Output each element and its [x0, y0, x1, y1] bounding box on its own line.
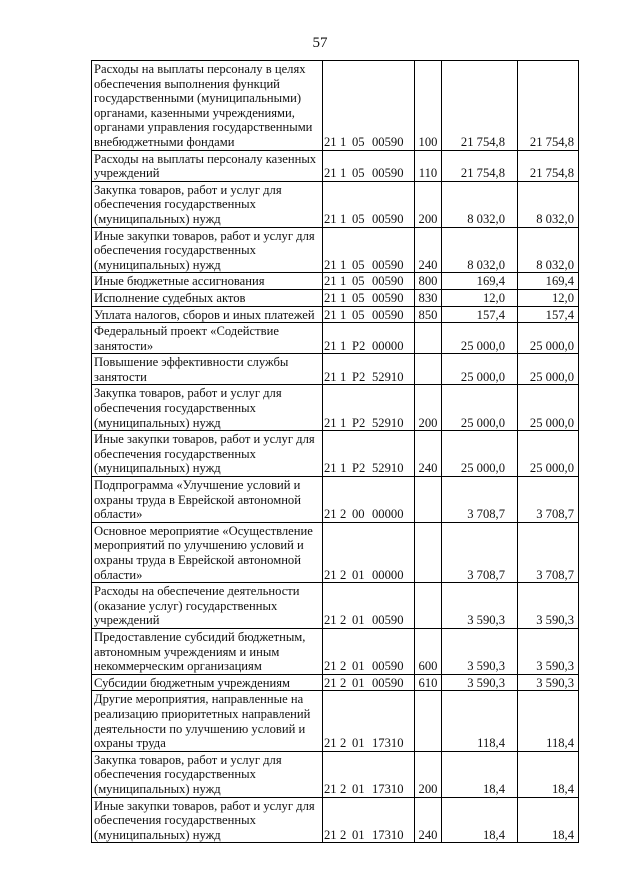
target-article-part: P2	[352, 338, 366, 353]
table-row	[92, 751, 579, 797]
expense-name-line: Исполнение судебных актов	[94, 290, 246, 305]
expense-name-line: обеспечения государственных	[94, 243, 256, 258]
amount-total-cell: 157,4	[518, 306, 579, 323]
expense-name-line: учреждений	[94, 166, 160, 181]
target-article-part: 00000	[372, 338, 404, 353]
expense-name-cell	[92, 150, 323, 181]
expense-type-cell: 830	[415, 289, 442, 306]
expense-type-cell: 240	[415, 431, 442, 477]
target-article-part: 21	[324, 507, 337, 522]
target-article-part: 01	[352, 736, 365, 751]
amount-cell: 25 000,0	[442, 431, 518, 477]
table-row	[92, 628, 579, 674]
target-article-part: 05	[352, 307, 365, 322]
table-row	[92, 522, 579, 582]
target-article-part: 21	[324, 134, 337, 149]
target-article-part: 21	[324, 274, 337, 289]
target-article-part: 21	[324, 613, 337, 628]
target-article-part: 1	[340, 338, 347, 353]
target-article-cell	[323, 273, 415, 290]
expense-name-line: Иные закупки товаров, работ и услуг для	[94, 432, 315, 447]
expense-name-line: органами управления государственными	[94, 120, 313, 135]
expense-name-line: обеспечения выполнения функций	[94, 76, 280, 91]
expense-name-line: (муниципальных) нужд	[94, 461, 221, 476]
target-article-cell	[323, 477, 415, 523]
expense-name-line: Уплата налогов, сборов и иных платежей	[94, 307, 315, 322]
target-article-part: 01	[352, 659, 365, 674]
target-article-part: 1	[340, 211, 347, 226]
expense-name-cell	[92, 61, 323, 151]
expense-name-line: Подпрограмма «Улучшение условий и	[94, 478, 301, 493]
target-article-part: 21	[324, 369, 337, 384]
target-article-part: 05	[352, 257, 365, 272]
expense-name-line: (муниципальных) нужд	[94, 211, 221, 226]
target-article-part: 21	[324, 211, 337, 226]
target-article-cell	[323, 385, 415, 431]
expense-name-line: деятельности по улучшению условий и	[94, 721, 306, 736]
amount-cell: 3 590,3	[442, 628, 518, 674]
target-article-part: 2	[340, 507, 347, 522]
expense-type-cell: 850	[415, 306, 442, 323]
expense-name-cell	[92, 691, 323, 751]
table-row	[92, 289, 579, 306]
expense-type-cell: 100	[415, 61, 442, 151]
expense-name-line: (муниципальных) нужд	[94, 257, 221, 272]
expense-type-cell: 200	[415, 751, 442, 797]
table-row	[92, 477, 579, 523]
target-article-part: 00590	[372, 290, 404, 305]
amount-cell: 3 708,7	[442, 522, 518, 582]
amount-total-cell: 18,4	[518, 751, 579, 797]
target-article-cell	[323, 227, 415, 273]
expense-name-cell	[92, 323, 323, 354]
target-article-part: 1	[340, 290, 347, 305]
expense-type-cell	[415, 354, 442, 385]
amount-total-cell: 3 590,3	[518, 628, 579, 674]
expense-name-cell	[92, 431, 323, 477]
target-article-part: 00590	[372, 307, 404, 322]
amount-total-cell: 8 032,0	[518, 181, 579, 227]
target-article-part: 21	[324, 461, 337, 476]
expense-type-cell: 200	[415, 181, 442, 227]
expense-name-line: охраны труда в Еврейской автономной	[94, 492, 301, 507]
table-row	[92, 323, 579, 354]
expense-type-cell	[415, 583, 442, 629]
expense-name-line: государственными (муниципальными)	[94, 91, 302, 106]
expense-name-line: внебюджетными фондами	[94, 134, 235, 149]
table-row	[92, 583, 579, 629]
target-article-part: 2	[340, 675, 347, 690]
target-article-part: 00590	[372, 274, 404, 289]
target-article-part: 52910	[372, 369, 404, 384]
expense-name-line: (оказание услуг) государственных	[94, 598, 278, 613]
expense-name-line: обеспечения государственных	[94, 401, 256, 416]
target-article-cell	[323, 583, 415, 629]
target-article-cell	[323, 751, 415, 797]
target-article-part: 05	[352, 134, 365, 149]
target-article-part: 00590	[372, 257, 404, 272]
target-article-part: 2	[340, 827, 347, 842]
target-article-part: 1	[340, 166, 347, 181]
target-article-part: 21	[324, 307, 337, 322]
expense-name-cell	[92, 273, 323, 290]
amount-cell: 12,0	[442, 289, 518, 306]
target-article-part: 05	[352, 166, 365, 181]
expense-name-line: Основное мероприятие «Осуществление	[94, 523, 313, 538]
amount-total-cell: 3 708,7	[518, 477, 579, 523]
target-article-part: 21	[324, 781, 337, 796]
target-article-part: P2	[352, 369, 366, 384]
target-article-part: 1	[340, 461, 347, 476]
target-article-part: 2	[340, 659, 347, 674]
target-article-part: 00590	[372, 211, 404, 226]
target-article-part: 1	[340, 415, 347, 430]
table-row	[92, 227, 579, 273]
expense-name-line: Федеральный проект «Содействие	[94, 324, 279, 339]
target-article-part: 01	[352, 613, 365, 628]
table-row	[92, 385, 579, 431]
target-article-part: 01	[352, 675, 365, 690]
amount-total-cell: 21 754,8	[518, 150, 579, 181]
amount-total-cell: 8 032,0	[518, 227, 579, 273]
budget-table-body	[92, 61, 579, 843]
target-article-cell	[323, 797, 415, 843]
target-article-part: 21	[324, 736, 337, 751]
expense-name-line: обеспечения государственных	[94, 446, 256, 461]
expense-name-line: Иные бюджетные ассигнования	[94, 274, 265, 289]
expense-type-cell: 610	[415, 674, 442, 691]
expense-name-line: Закупка товаров, работ и услуг для	[94, 386, 282, 401]
target-article-part: 00590	[372, 613, 404, 628]
target-article-part: 21	[324, 415, 337, 430]
amount-cell: 169,4	[442, 273, 518, 290]
expense-name-line: автономным учреждениям и иным	[94, 644, 280, 659]
expense-type-cell: 200	[415, 385, 442, 431]
expense-name-cell	[92, 674, 323, 691]
budget-table	[91, 60, 579, 843]
expense-name-line: Расходы на обеспечение деятельности	[94, 584, 300, 599]
expense-name-cell	[92, 522, 323, 582]
target-article-part: 1	[340, 274, 347, 289]
target-article-part: 21	[324, 675, 337, 690]
table-row	[92, 181, 579, 227]
target-article-part: 21	[324, 290, 337, 305]
expense-name-line: Повышение эффективности службы	[94, 355, 289, 370]
table-row	[92, 797, 579, 843]
amount-cell: 118,4	[442, 691, 518, 751]
target-article-part: 05	[352, 274, 365, 289]
table-row	[92, 306, 579, 323]
table-row	[92, 674, 579, 691]
target-article-part: 21	[324, 659, 337, 674]
expense-type-cell: 240	[415, 797, 442, 843]
amount-cell: 21 754,8	[442, 61, 518, 151]
target-article-part: 17310	[372, 781, 404, 796]
target-article-part: 1	[340, 307, 347, 322]
table-row	[92, 691, 579, 751]
expense-name-line: Расходы на выплаты персоналу казенных	[94, 151, 317, 166]
target-article-part: 00590	[372, 166, 404, 181]
target-article-part: 52910	[372, 461, 404, 476]
expense-name-cell	[92, 628, 323, 674]
table-row	[92, 150, 579, 181]
expense-type-cell	[415, 477, 442, 523]
amount-cell: 25 000,0	[442, 323, 518, 354]
amount-cell: 25 000,0	[442, 385, 518, 431]
target-article-part: 2	[340, 613, 347, 628]
amount-total-cell: 3 590,3	[518, 583, 579, 629]
target-article-part: 52910	[372, 415, 404, 430]
expense-name-line: охраны труда в Еврейской автономной	[94, 553, 301, 567]
expense-name-cell	[92, 289, 323, 306]
target-article-part: 00	[352, 507, 365, 522]
amount-total-cell: 3 590,3	[518, 674, 579, 691]
expense-name-line: (муниципальных) нужд	[94, 827, 221, 842]
expense-type-cell	[415, 323, 442, 354]
target-article-part: 00000	[372, 567, 404, 582]
target-article-cell	[323, 354, 415, 385]
target-article-part: 17310	[372, 827, 404, 842]
expense-name-line: (муниципальных) нужд	[94, 781, 221, 796]
expense-name-line: Расходы на выплаты персоналу в целях	[94, 62, 306, 76]
target-article-part: 21	[324, 567, 337, 582]
amount-cell: 18,4	[442, 751, 518, 797]
target-article-cell	[323, 306, 415, 323]
expense-name-line: области»	[94, 567, 143, 582]
target-article-cell	[323, 628, 415, 674]
expense-name-line: реализацию приоритетных направлений	[94, 706, 311, 721]
target-article-part: 1	[340, 134, 347, 149]
target-article-part: 05	[352, 290, 365, 305]
expense-name-line: обеспечения государственных	[94, 813, 256, 828]
expense-name-cell	[92, 385, 323, 431]
expense-name-line: занятости»	[94, 338, 154, 353]
amount-total-cell: 18,4	[518, 797, 579, 843]
expense-name-line: обеспечения государственных	[94, 197, 256, 212]
target-article-part: 00590	[372, 675, 404, 690]
amount-total-cell: 25 000,0	[518, 354, 579, 385]
amount-cell: 3 590,3	[442, 583, 518, 629]
target-article-cell	[323, 674, 415, 691]
target-article-part: 1	[340, 369, 347, 384]
expense-name-cell	[92, 181, 323, 227]
target-article-part: 21	[324, 827, 337, 842]
expense-name-line: Предоставление субсидий бюджетным,	[94, 629, 306, 644]
amount-total-cell: 3 708,7	[518, 522, 579, 582]
expense-name-cell	[92, 354, 323, 385]
amount-total-cell: 21 754,8	[518, 61, 579, 151]
target-article-cell	[323, 431, 415, 477]
target-article-part: 01	[352, 567, 365, 582]
table-row	[92, 273, 579, 290]
table-row	[92, 431, 579, 477]
target-article-part: 05	[352, 211, 365, 226]
target-article-part: 00590	[372, 134, 404, 149]
expense-name-line: учреждений	[94, 613, 160, 628]
target-article-part: 1	[340, 257, 347, 272]
amount-cell: 8 032,0	[442, 227, 518, 273]
expense-name-cell	[92, 306, 323, 323]
amount-total-cell: 25 000,0	[518, 323, 579, 354]
expense-name-line: некоммерческим организациям	[94, 659, 262, 674]
amount-cell: 25 000,0	[442, 354, 518, 385]
target-article-cell	[323, 150, 415, 181]
target-article-part: 01	[352, 827, 365, 842]
page-number: 57	[312, 35, 328, 51]
target-article-part: 00590	[372, 659, 404, 674]
target-article-cell	[323, 691, 415, 751]
amount-total-cell: 25 000,0	[518, 385, 579, 431]
target-article-part: 21	[324, 257, 337, 272]
target-article-cell	[323, 522, 415, 582]
expense-type-cell: 800	[415, 273, 442, 290]
expense-name-line: Закупка товаров, работ и услуг для	[94, 182, 282, 197]
amount-total-cell: 12,0	[518, 289, 579, 306]
expense-type-cell	[415, 691, 442, 751]
expense-name-line: Закупка товаров, работ и услуг для	[94, 752, 282, 767]
target-article-part: 2	[340, 567, 347, 582]
target-article-cell	[323, 61, 415, 151]
expense-type-cell: 600	[415, 628, 442, 674]
expense-name-line: занятости	[94, 369, 147, 384]
target-article-part: 2	[340, 781, 347, 796]
expense-name-line: органами, казенными учреждениями,	[94, 105, 295, 120]
amount-cell: 18,4	[442, 797, 518, 843]
expense-name-line: Иные закупки товаров, работ и услуг для	[94, 228, 315, 243]
target-article-part: P2	[352, 415, 366, 430]
expense-type-cell	[415, 522, 442, 582]
expense-name-cell	[92, 227, 323, 273]
expense-name-line: мероприятий по улучшению условий и	[94, 538, 304, 553]
expense-name-line: (муниципальных) нужд	[94, 415, 221, 430]
table-row	[92, 354, 579, 385]
expense-name-cell	[92, 583, 323, 629]
target-article-part: 2	[340, 736, 347, 751]
expense-name-cell	[92, 477, 323, 523]
amount-total-cell: 169,4	[518, 273, 579, 290]
target-article-part: P2	[352, 461, 366, 476]
expense-name-line: обеспечения государственных	[94, 767, 256, 782]
expense-name-line: Субсидии бюджетным учреждениям	[94, 675, 290, 690]
target-article-part: 21	[324, 166, 337, 181]
expense-type-cell: 110	[415, 150, 442, 181]
target-article-part: 01	[352, 781, 365, 796]
amount-total-cell: 25 000,0	[518, 431, 579, 477]
target-article-part: 17310	[372, 736, 404, 751]
amount-total-cell: 118,4	[518, 691, 579, 751]
target-article-cell	[323, 323, 415, 354]
target-article-cell	[323, 289, 415, 306]
table-row	[92, 61, 579, 151]
amount-cell: 8 032,0	[442, 181, 518, 227]
amount-cell: 21 754,8	[442, 150, 518, 181]
expense-name-line: области»	[94, 507, 143, 522]
amount-cell: 3 708,7	[442, 477, 518, 523]
expense-name-line: Иные закупки товаров, работ и услуг для	[94, 798, 315, 813]
expense-name-cell	[92, 797, 323, 843]
amount-cell: 3 590,3	[442, 674, 518, 691]
expense-name-cell	[92, 751, 323, 797]
expense-name-line: охраны труда	[94, 736, 166, 751]
target-article-part: 21	[324, 338, 337, 353]
target-article-cell	[323, 181, 415, 227]
amount-cell: 157,4	[442, 306, 518, 323]
expense-name-line: Другие мероприятия, направленные на	[94, 692, 304, 707]
target-article-part: 00000	[372, 507, 404, 522]
expense-type-cell: 240	[415, 227, 442, 273]
